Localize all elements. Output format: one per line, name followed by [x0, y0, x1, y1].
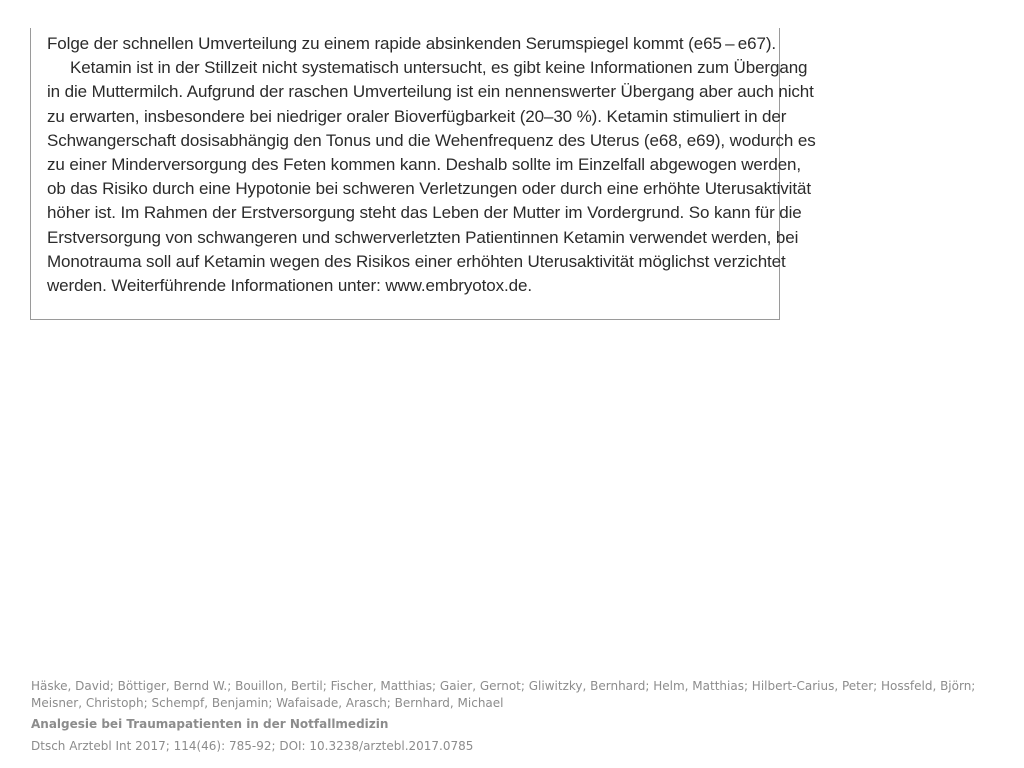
document-excerpt: [30, 28, 816, 320]
text-line: Ketamin ist in der Stillzeit nicht systematisch untersucht, es gibt keine Informationen zum Übergang: [70, 58, 808, 78]
citation-authors: Häske, David; Böttiger, Bernd W.; Bouillon, Bertil; Fischer, Matthias; Gaier, Gernot; Gliwitzky, Bernhard; Helm, Matthias; Hilbert-Carius, Peter; Hossfeld, Björn; Meisner, Christoph; Schempf, Benjamin; Wafaisade, Arasch; Bernhard, Michael: [31, 679, 976, 710]
text-line: ob das Risiko durch eine Hypotonie bei schweren Verletzungen oder durch eine erhöhte Uterusaktivität: [47, 179, 811, 199]
text-line: zu einer Minderversorgung des Feten kommen kann. Deshalb sollte im Einzelfall abgewogen werden,: [47, 155, 802, 175]
excerpt-text: [47, 32, 816, 298]
text-line: in die Muttermilch. Aufgrund der raschen Umverteilung ist ein nennenswerter Übergang aber auch nicht: [47, 82, 814, 102]
text-line: zu erwarten, insbesondere bei niedriger oraler Bioverfügbarkeit (20–30 %). Ketamin stimuliert in der: [47, 106, 787, 126]
text-line: Erstversorgung von schwangeren und schwerverletzten Patientinnen Ketamin verwendet werden, bei: [47, 227, 799, 247]
citation-footer: [31, 678, 991, 755]
citation-reference: Dtsch Arztebl Int 2017; 114(46): 785-92; DOI: 10.3238/arztebl.2017.0785: [31, 739, 474, 753]
text-line: Folge der schnellen Umverteilung zu einem rapide absinkenden Serumspiegel kommt (e65 – e67).: [47, 34, 777, 53]
text-line: Monotrauma soll auf Ketamin wegen des Risikos einer erhöhten Uterusaktivität möglichst verzichtet: [47, 251, 786, 271]
citation-title: Analgesie bei Traumapatienten in der Notfallmedizin: [31, 717, 389, 731]
text-line: Schwangerschaft dosisabhängig den Tonus und die Wehenfrequenz des Uterus (e68, e69), wodurch es: [47, 130, 816, 150]
text-line: werden. Weiterführende Informationen unter: www.embryotox.de.: [47, 276, 532, 296]
text-line: höher ist. Im Rahmen der Erstversorgung steht das Leben der Mutter im Vordergrund. So kann für die: [47, 203, 802, 223]
